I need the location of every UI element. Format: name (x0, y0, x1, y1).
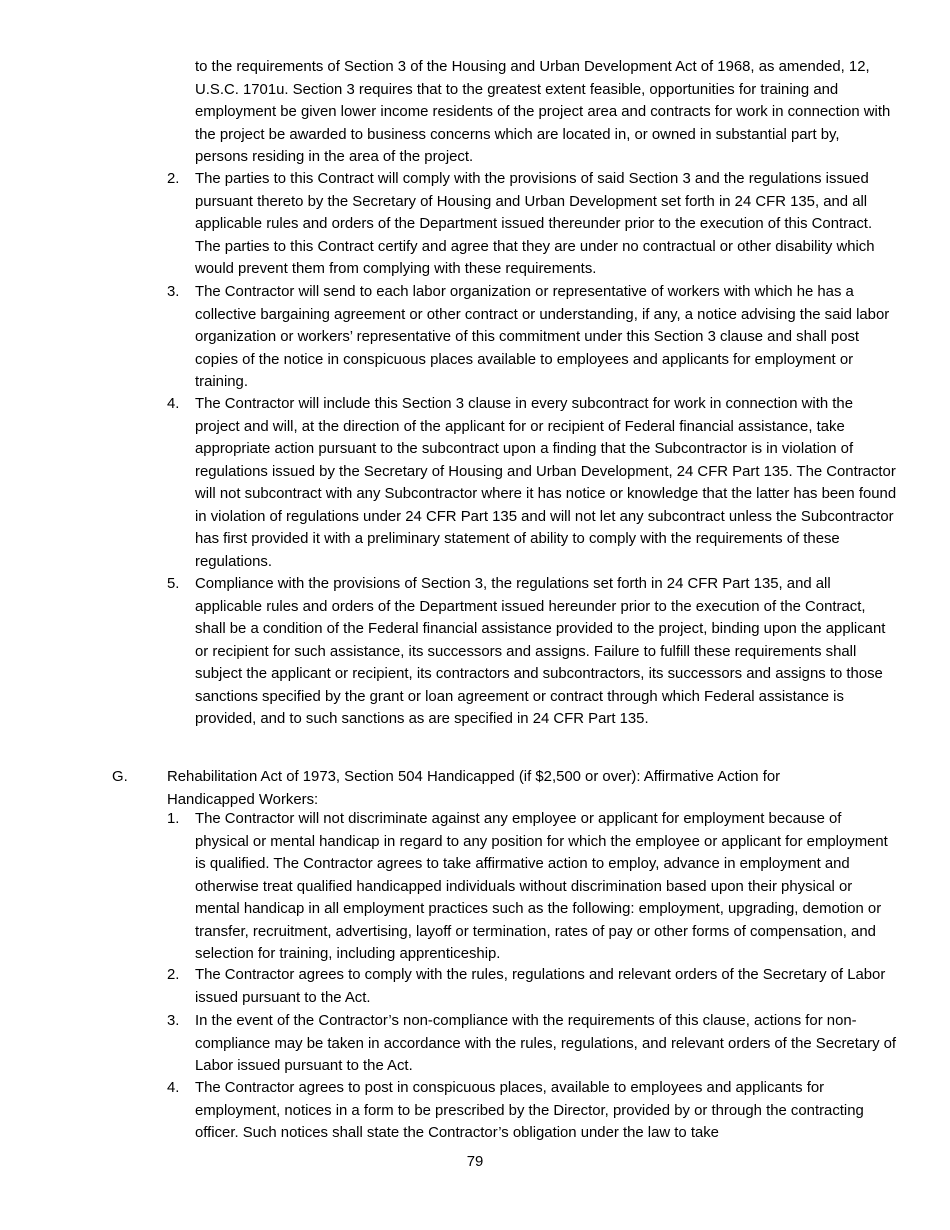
list-item (167, 1010, 897, 1078)
list-item (167, 281, 897, 394)
list-item (167, 168, 897, 281)
list-item-number: 5. (167, 576, 180, 592)
list-item (167, 808, 897, 966)
list-item-text: The Contractor will send to each labor organization or representative of workers with which he has a collective bargaining agreement or other contract or understanding, if any, a notice advising the said labor organization or workers’ representative of this commitment under this Section 3 clause and shall post copies of the notice in conspicuous places available to employees and applicants for employment or training. (195, 284, 890, 390)
list-item-text: The Contractor agrees to post in conspicuous places, available to employees and applicants for employment, notices in a form to be prescribed by the Director, provided by or through the contracting officer. Such notices shall state the Contractor’s obligation under the law to take (195, 1080, 864, 1141)
list-item-number: 4. (167, 1080, 180, 1096)
list-item-number: 3. (167, 284, 180, 300)
list-item-text: Compliance with the provisions of Section 3, the regulations set forth in 24 CFR Part 135, and all applicable rules and orders of the Department issued hereunder prior to the execution of the Contract, shall be a condition of the Federal financial assistance provided to the project, binding upon the applicant or recipient for such assistance, its successors and assigns. Failure to fulfill these requirements shall subject the applicant or recipient, its contractors and subcontractors, its successors and assigns to those sanctions specified by the grant or loan agreement or contract through which Federal assistance is provided, and to such sanctions as are specified in 24 CFR Part 135. (195, 576, 886, 727)
list-item-text: The Contractor agrees to comply with the rules, regulations and relevant orders of the Secretary of Labor issued pursuant to the Act. (195, 967, 886, 1006)
continuation-paragraph: to the requirements of Section 3 of the Housing and Urban Development Act of 1968, as amended, 12, U.S.C. 1701u. Section 3 requires that to the greatest extent feasible, opportunities for training and employment be given lower income residents of the project area and contracts for work in connection with the project be awarded to business concerns which are located in, or owned in substantial part by, persons residing in the area of the project. (195, 59, 891, 165)
list-item-text: The parties to this Contract will comply with the provisions of said Section 3 and the regulations issued pursuant thereto by the Secretary of Housing and Urban Development set forth in 24 CFR 135, and all applicable rules and orders of the Department issued thereunder prior to the execution of this Contract. The parties to this Contract certify and agree that they are under no contractual or other disability which would prevent them from complying with these requirements. (195, 171, 875, 277)
section-heading: Rehabilitation Act of 1973, Section 504 Handicapped (if $2,500 or over): Affirmative Action for Handicapped Workers: (167, 769, 781, 808)
section-letter: G. (112, 769, 128, 785)
list-item-number: 2. (167, 967, 180, 983)
list-item (167, 573, 897, 731)
list-item (167, 1077, 897, 1145)
list-item-number: 4. (167, 396, 180, 412)
list-item-text: The Contractor will not discriminate against any employee or applicant for employment because of physical or mental handicap in regard to any position for which the employee or applicant for employment is qualified. The Contractor agrees to take affirmative action to employ, advance in employment and otherwise treat qualified handicapped individuals without discrimination based upon their physical or mental handicap in all employment practices such as the following: employment, upgrading, demotion or transfer, recruitment, advertising, layoff or termination, rates of pay or other forms of compensation, and selection for training, including apprenticeship. (195, 811, 888, 962)
list-item-number: 1. (167, 811, 180, 827)
list-item-number: 2. (167, 171, 180, 187)
page-number: 79 (466, 1154, 484, 1170)
list-item (167, 393, 897, 573)
list-item (167, 964, 897, 1009)
list-item-number: 3. (167, 1013, 180, 1029)
list-item-text: In the event of the Contractor’s non-compliance with the requirements of this clause, actions for non-compliance may be taken in accordance with the rules, regulations, and relevant orders of the Secretary of Labor issued pursuant to the Act. (195, 1013, 897, 1074)
list-item-text: The Contractor will include this Section 3 clause in every subcontract for work in connection with the project and will, at the direction of the applicant for or recipient of Federal financial assistance, take appropriate action pursuant to the subcontract upon a finding that the Subcontractor is in violation of regulations issued by the Secretary of Housing and Urban Development, 24 CFR Part 135. The Contractor will not subcontract with any Subcontractor where it has notice or knowledge that the latter has been found in violation of regulations under 24 CFR Part 135 and will not let any subcontract unless the Subcontractor has first provided it with a preliminary statement of ability to comply with the requirements of these regulations. (195, 396, 897, 570)
